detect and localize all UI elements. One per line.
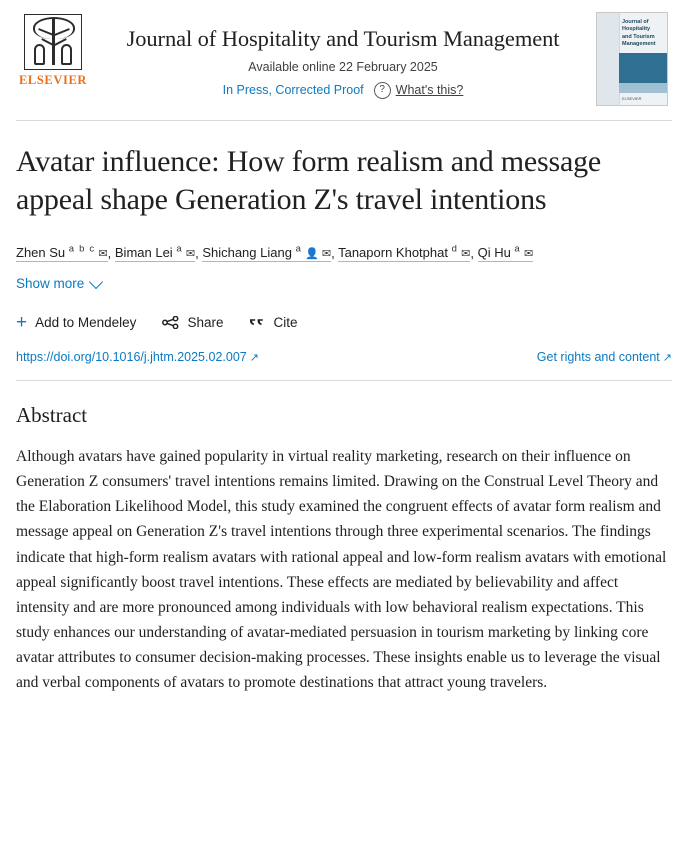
abstract-section — [0, 403, 688, 695]
article-actions — [16, 313, 672, 332]
author-1[interactable] — [16, 245, 108, 262]
external-link-icon[interactable]: ↗ — [249, 352, 259, 365]
author-separator: , — [195, 245, 203, 261]
elsevier-wordmark: ELSEVIER — [18, 73, 88, 87]
page-title: Avatar influence: How form realism and message appeal shape Generation Z's travel intentions — [16, 145, 602, 216]
author-name: Zhen Su — [16, 245, 69, 261]
author-affiliation-marker: d — [451, 244, 459, 255]
author-4[interactable] — [338, 245, 470, 262]
quote-icon[interactable] — [249, 316, 265, 329]
author-name: Shichang Liang — [202, 245, 296, 261]
author-list — [16, 242, 672, 264]
whats-this-group[interactable] — [374, 82, 464, 99]
available-online-date: Available online 22 February 2025 — [248, 59, 438, 74]
cover-footer-text: ELSEVIER — [622, 96, 642, 101]
elsevier-tree-icon — [24, 14, 82, 70]
cover-title-line2: Hospitality — [622, 26, 651, 33]
question-mark-icon[interactable]: ? — [374, 82, 391, 99]
author-affiliation-marker: a — [514, 244, 521, 255]
author-5[interactable] — [478, 245, 534, 262]
plus-icon[interactable]: + — [16, 312, 28, 334]
add-to-mendeley-button[interactable] — [16, 313, 136, 332]
envelope-icon[interactable]: ✉ — [95, 248, 108, 261]
abstract-divider — [16, 380, 672, 381]
cite-label[interactable]: Cite — [273, 315, 298, 331]
doi-link[interactable] — [16, 350, 259, 364]
doi-row — [16, 350, 672, 364]
elsevier-logo — [16, 10, 90, 88]
share-icon[interactable] — [162, 316, 179, 329]
author-name: Biman Lei — [114, 245, 177, 261]
person-icon[interactable]: 👤 — [302, 248, 319, 261]
envelope-icon[interactable]: ✉ — [182, 248, 196, 261]
journal-header-center — [90, 10, 596, 99]
journal-title: Journal of Hospitality and Tourism Management — [126, 26, 560, 51]
rights-label[interactable]: Get rights and content — [536, 350, 660, 365]
chevron-down-icon[interactable] — [89, 275, 103, 289]
author-3[interactable] — [202, 245, 331, 262]
cover-title-line4: Management — [622, 41, 656, 48]
abstract-text: Although avatars have gained popularity in virtual reality marketing, research on their influence on Generation Z consumers' travel intentions remains limited. Drawing on the Construal Level Theory and the Elaboration Likelihood Model, this study examined the congruent effects of avatar form realism and message appeal on Generation Z's travel intentions through three experimental scenarios. The findings indicate that high-form realism avatars with rational appeal and low-form realism avatars with emotional appeal significantly boost travel intentions. These effects are mediated by believability and affect intensity and are more pronounced among individuals with low behavioral realism expectations. This study enhances our understanding of avatar-mediated persuasion in tourism marketing by linking core avatar attributes to consumer decision-making processes. These insights enable us to leverage the visual and verbal components of avatars to promote destinations that attract young travelers. — [16, 448, 667, 692]
share-label[interactable]: Share — [187, 315, 224, 331]
journal-cover-image[interactable] — [596, 12, 668, 106]
author-2[interactable] — [115, 245, 195, 262]
add-to-mendeley-label[interactable]: Add to Mendeley — [35, 315, 137, 331]
author-affiliation-marker: a b c — [68, 244, 96, 255]
get-rights-and-content-link[interactable] — [537, 350, 672, 364]
doi-text[interactable]: https://doi.org/10.1016/j.jhtm.2025.02.007 — [16, 350, 247, 365]
in-press-link[interactable]: In Press, Corrected Proof — [222, 83, 364, 98]
author-name: Tanaporn Khotphat — [338, 245, 452, 261]
external-link-icon-rights[interactable]: ↗ — [662, 352, 672, 365]
author-name: Qi Hu — [477, 245, 515, 261]
share-button[interactable] — [162, 315, 223, 330]
author-separator: , — [107, 245, 115, 261]
show-more-button[interactable] — [16, 276, 101, 291]
show-more-label[interactable]: Show more — [16, 276, 85, 292]
cover-title-text — [622, 19, 668, 49]
cite-button[interactable] — [249, 315, 297, 330]
cover-title-line1: Journal of — [622, 19, 649, 25]
author-separator: , — [470, 245, 478, 261]
in-press-row — [90, 82, 596, 99]
header-divider — [16, 120, 672, 121]
envelope-icon[interactable]: ✉ — [520, 248, 534, 261]
author-affiliation-marker: a — [176, 244, 183, 255]
article-content — [0, 143, 688, 364]
whats-this-label[interactable]: What's this? — [395, 83, 464, 98]
envelope-icon[interactable]: ✉ — [318, 248, 332, 261]
page-header — [0, 0, 688, 106]
journal-cover[interactable] — [596, 10, 672, 106]
author-separator: , — [331, 245, 339, 261]
cover-title-line3: and Tourism — [622, 33, 655, 40]
envelope-icon[interactable]: ✉ — [458, 248, 471, 261]
abstract-heading: Abstract — [16, 403, 88, 428]
author-affiliation-marker: a — [295, 244, 303, 255]
